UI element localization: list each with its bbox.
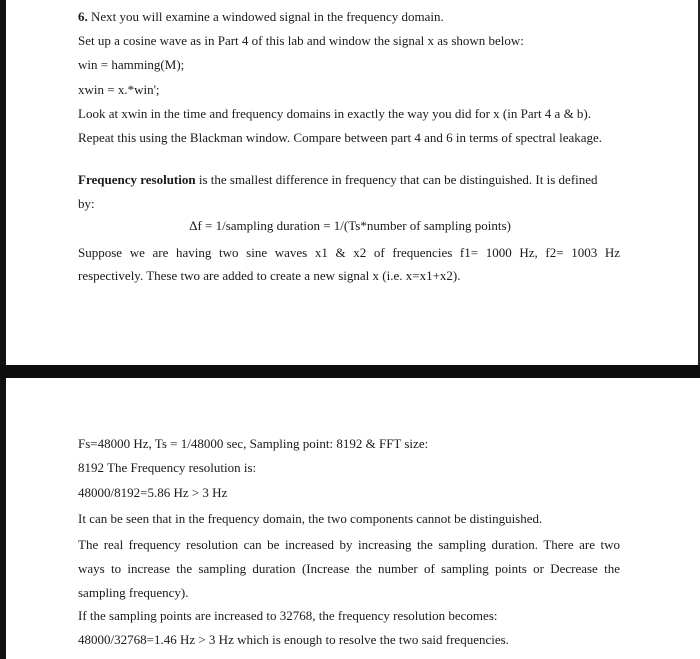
heading-number: 6. [78,9,88,24]
new-resolution-line: 48000/32768=1.46 Hz > 3 Hz which is enough to resolve the two said frequencies. [78,632,509,647]
definition-rest: is the smallest difference in frequency that can be distinguished. It is defined [195,172,598,187]
heading-line [78,9,444,25]
params-line: Fs=48000 Hz, Ts = 1/48000 sec, Sampling point: 8192 & FFT size: [78,436,429,451]
conclusion-line: It can be seen that in the frequency domain, the two components cannot be distinguished. [78,511,543,526]
resolution-calc-line: 48000/8192=5.86 Hz > 3 Hz [78,485,228,500]
definition-term: Frequency resolution [78,172,196,187]
increased-points-line: If the sampling points are increased to 32768, the frequency resolution becomes: [78,608,498,623]
formula-line: Δf = 1/sampling duration = 1/(Ts*number of sampling points) [189,218,511,233]
increase-line: The real frequency resolution can be increased by increasing the sampling duration. There are two [78,537,620,552]
ways-line: ways to increase the sampling duration (Increase the number of sampling points or Decrease the [78,561,620,576]
heading-text: Next you will examine a windowed signal in the frequency domain. [91,9,444,24]
code-line-2: xwin = x.*win'; [78,82,160,97]
look-line: Look at xwin in the time and frequency domains in exactly the way you did for x (in Part 4 a & b). [78,106,592,121]
respectively-line: respectively. These two are added to create a new signal x (i.e. x=x1+x2). [78,268,461,283]
left-border [0,0,6,659]
sampling-frequency-line: sampling frequency). [78,585,189,600]
resolution-intro-line: 8192 The Frequency resolution is: [78,460,257,475]
repeat-line: Repeat this using the Blackman window. Compare between part 4 and 6 in terms of spectral leakage. [78,130,603,145]
code-line-1: win = hamming(M); [78,57,185,72]
suppose-line: Suppose we are having two sine waves x1 & x2 of frequencies f1= 1000 Hz, f2= 1003 Hz [78,245,620,260]
setup-line: Set up a cosine wave as in Part 4 of this lab and window the signal x as shown below: [78,33,524,48]
definition-line [78,172,598,188]
section-divider [0,365,700,378]
definition-by: by: [78,196,95,211]
